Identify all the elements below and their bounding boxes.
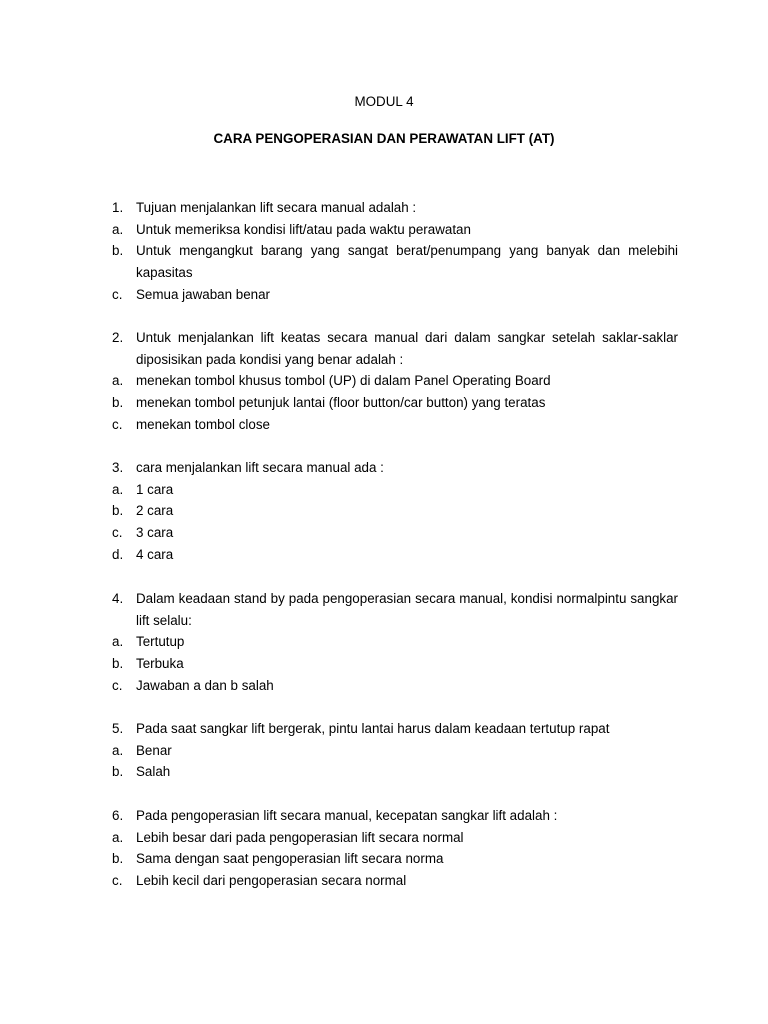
- option-row: [112, 500, 678, 522]
- option-key: d.: [112, 546, 124, 562]
- option-row: [112, 827, 678, 849]
- question-text: Untuk menjalankan lift keatas secara manual dari dalam sangkar setelah saklar-saklar diposisikan pada kondisi yang benar adalah :: [136, 330, 678, 367]
- option-row: [112, 740, 678, 762]
- question-row: [112, 718, 678, 740]
- option-text: menekan tombol petunjuk lantai (floor button/car button) yang teratas: [136, 395, 546, 411]
- question-number: 2.: [112, 330, 124, 345]
- question-number: 6.: [112, 808, 124, 823]
- option-text: 1 cara: [136, 481, 174, 497]
- option-key: b.: [112, 764, 124, 780]
- option-row: [112, 761, 678, 783]
- option-row: [112, 522, 678, 544]
- question-row: [112, 588, 678, 631]
- question-text: Pada pengoperasian lift secara manual, kecepatan sangkar lift adalah :: [136, 808, 558, 823]
- option-row: [112, 414, 678, 436]
- option-text: 4 cara: [136, 546, 174, 562]
- document-title: CARA PENGOPERASIAN DAN PERAWATAN LIFT (AT): [213, 131, 555, 146]
- option-text: 2 cara: [136, 503, 174, 519]
- option-key: c.: [112, 525, 123, 541]
- option-row: [112, 653, 678, 675]
- question-3: [112, 457, 678, 566]
- option-key: c.: [112, 416, 123, 432]
- question-text: Dalam keadaan stand by pada pengoperasian secara manual, kondisi normalpintu sangkar lift selalu:: [136, 591, 678, 628]
- option-key: a.: [112, 829, 124, 845]
- question-number: 4.: [112, 591, 124, 606]
- question-row: [112, 805, 678, 827]
- option-row: [112, 870, 678, 892]
- question-number: 5.: [112, 721, 124, 736]
- module-label: MODUL 4: [354, 94, 414, 109]
- option-text: menekan tombol close: [136, 416, 270, 432]
- question-5: [112, 718, 678, 783]
- option-key: c.: [112, 873, 123, 889]
- question-text: Pada saat sangkar lift bergerak, pintu lantai harus dalam keadaan tertutup rapat: [136, 721, 610, 736]
- option-row: [112, 240, 678, 283]
- option-text: menekan tombol khusus tombol (UP) di dalam Panel Operating Board: [136, 373, 551, 389]
- option-row: [112, 219, 678, 241]
- question-4: [112, 588, 678, 697]
- question-6: [112, 805, 678, 892]
- question-text: Tujuan menjalankan lift secara manual adalah :: [136, 200, 417, 215]
- option-key: b.: [112, 503, 124, 519]
- option-text: Untuk memeriksa kondisi lift/atau pada waktu perawatan: [136, 221, 471, 237]
- option-key: b.: [112, 851, 124, 867]
- question-row: [112, 197, 678, 219]
- question-row: [112, 327, 678, 370]
- option-text: Untuk mengangkut barang yang sangat berat/penumpang yang banyak dan melebihi kapasitas: [136, 243, 678, 281]
- option-text: Tertutup: [136, 634, 185, 650]
- option-text: Sama dengan saat pengoperasian lift secara norma: [136, 851, 444, 867]
- option-key: c.: [112, 286, 123, 302]
- option-text: 3 cara: [136, 525, 174, 541]
- option-row: [112, 392, 678, 414]
- option-key: a.: [112, 634, 124, 650]
- option-text: Terbuka: [136, 656, 184, 672]
- option-key: a.: [112, 742, 124, 758]
- option-row: [112, 479, 678, 501]
- option-row: [112, 675, 678, 697]
- option-row: [112, 631, 678, 653]
- option-key: a.: [112, 373, 124, 389]
- option-row: [112, 370, 678, 392]
- question-text: cara menjalankan lift secara manual ada :: [136, 460, 384, 475]
- option-text: Semua jawaban benar: [136, 286, 270, 302]
- question-row: [112, 457, 678, 479]
- option-key: c.: [112, 677, 123, 693]
- option-text: Lebih besar dari pada pengoperasian lift secara normal: [136, 829, 464, 845]
- option-text: Jawaban a dan b salah: [136, 677, 274, 693]
- option-text: Salah: [136, 764, 171, 780]
- question-2: [112, 327, 678, 436]
- option-key: b.: [112, 243, 124, 259]
- option-row: [112, 284, 678, 306]
- question-number: 3.: [112, 460, 124, 475]
- option-key: a.: [112, 481, 124, 497]
- option-row: [112, 848, 678, 870]
- option-text: Benar: [136, 742, 172, 758]
- option-key: b.: [112, 656, 124, 672]
- option-key: b.: [112, 395, 124, 411]
- option-key: a.: [112, 221, 124, 237]
- option-text: Lebih kecil dari pengoperasian secara normal: [136, 873, 407, 889]
- question-number: 1.: [112, 200, 124, 215]
- option-row: [112, 544, 678, 566]
- question-1: [112, 197, 678, 306]
